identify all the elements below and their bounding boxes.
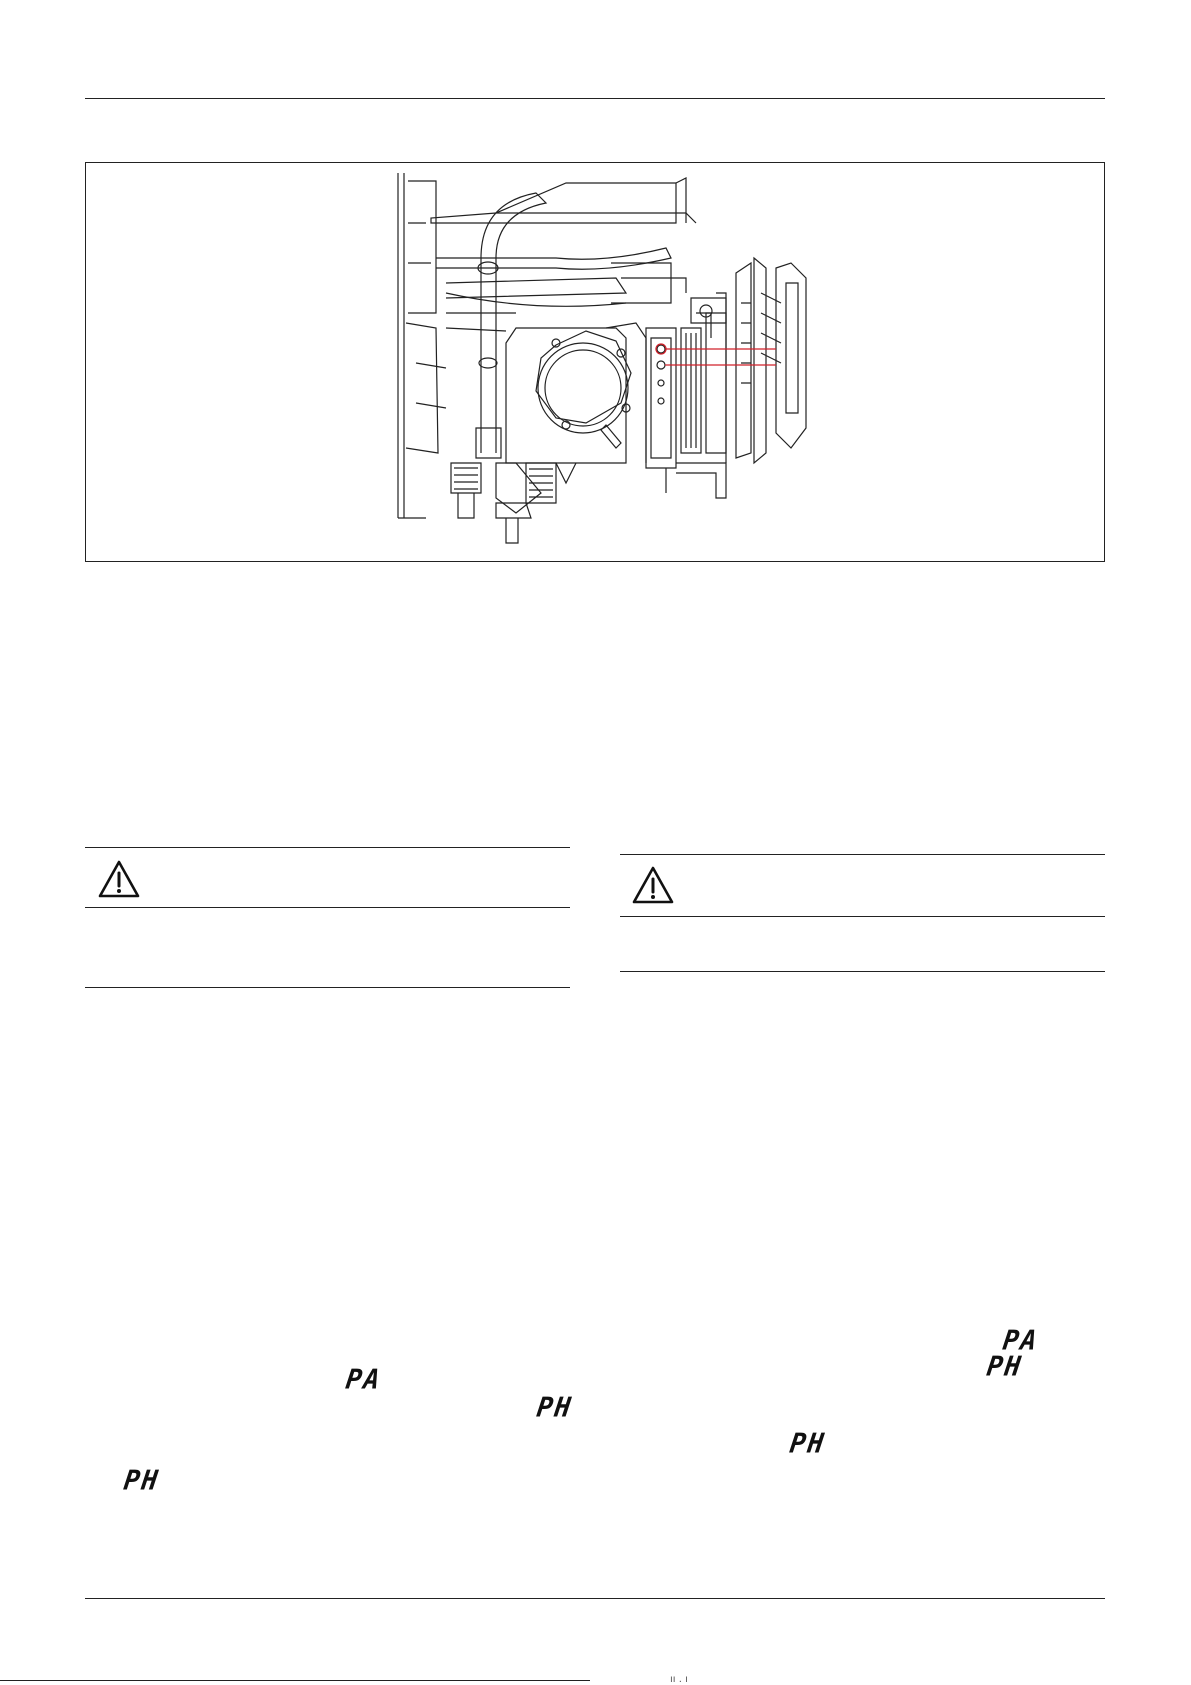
display-code-ph: PH: [984, 1351, 1025, 1383]
gas-valve-assembly-drawing: [86, 163, 1106, 563]
display-code-ph: PH: [121, 1465, 162, 1497]
warning-box-right-top-rule: [620, 854, 1105, 855]
header-rule: [85, 98, 1105, 99]
warning-triangle-icon: [631, 864, 675, 908]
display-code-ph: PH: [787, 1428, 828, 1460]
display-code-ph: PH: [534, 1392, 575, 1424]
warning-box-left-top-rule: [85, 847, 570, 848]
warning-triangle-icon: [97, 858, 141, 902]
warning-box-left-bottom-rule: [85, 987, 570, 988]
warning-box-left-mid-rule: [85, 907, 570, 908]
figure-frame: [85, 162, 1105, 562]
footer-mark: ıı . ı: [670, 1674, 688, 1685]
footer-rule: [85, 1598, 1105, 1599]
warning-box-right-bottom-rule: [620, 971, 1105, 972]
warning-box-right-mid-rule: [620, 916, 1105, 917]
page-bottom-edge: [0, 1680, 590, 1681]
display-code-pa: PA: [1000, 1325, 1041, 1357]
display-code-pa: PA: [343, 1364, 384, 1396]
